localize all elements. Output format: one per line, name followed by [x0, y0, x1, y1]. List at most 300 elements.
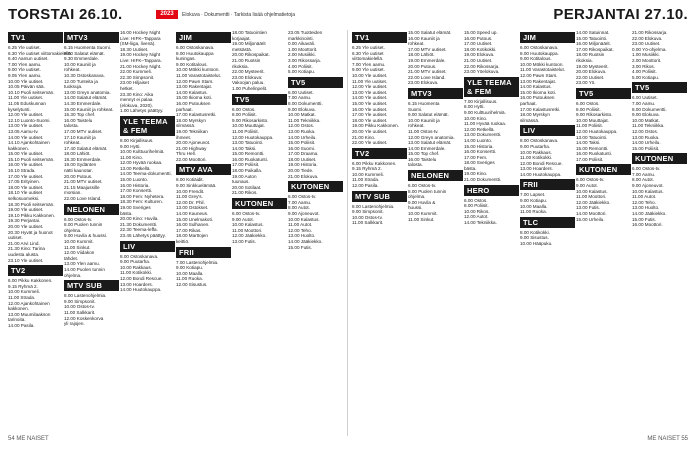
program-listing: 5.00 Kotiapu. — [288, 69, 316, 75]
program-listing: 17.00 Poliisit. — [576, 156, 604, 162]
program-listing: 19.00 Sydänten — [64, 162, 97, 168]
program-listing: viittomakielellä. — [352, 56, 384, 62]
program-listing: 6.00 Ostos. — [464, 197, 488, 203]
legend-badge-label: 2023 — [156, 10, 178, 19]
program-listing: rohkeat. — [408, 123, 425, 129]
program-listing: 13.00 Ruoka. — [288, 128, 316, 134]
schedule-column — [576, 30, 631, 436]
program-listing: 16.00 Ruokatunti. — [232, 156, 269, 162]
program-listing: 19.00 Tekniikan — [176, 128, 208, 134]
program-listing: hetket. — [120, 85, 134, 91]
page-number-left: 54 ME NAISET — [8, 436, 49, 442]
program-listing: 6.15 Huomenta Suomi. — [64, 45, 111, 50]
program-listing: 23.30 Kino: Aika — [120, 91, 154, 97]
program-listing: 10.00 Ostos-tv. — [352, 214, 383, 220]
program-listing: markkinointi. — [288, 35, 314, 41]
program-listing: 17.00 MTV uutiset. — [408, 46, 447, 52]
program-listing: 11.00 Moottori. — [576, 194, 607, 200]
program-listing: 9.00 Elokuva. — [288, 106, 316, 112]
program-listing: 6.00 Pikku Kakkonen. — [8, 278, 53, 284]
program-listing: 13.00 Hoarders. — [120, 281, 153, 287]
program-listing: 9.00 Huvila & — [408, 199, 436, 205]
program-listing: 10.00 Kauniit ja — [64, 61, 96, 67]
program-listing: 11.00 Poliisit. — [232, 128, 259, 134]
program-listing: 11.00 Ruoka. — [176, 276, 203, 282]
program-listing: 14.00 Pasila. — [8, 322, 35, 328]
program-listing: 6.00 Ostos-tv. — [632, 166, 661, 172]
program-listing: 21.00 MTV uutiset. — [64, 179, 103, 185]
program-listing: 16.00 Yle uutiset. — [352, 106, 388, 112]
program-listing: 11.00 Grey's. — [176, 194, 203, 200]
program-listing: 8.00 Kirjallisuus. — [120, 137, 154, 143]
program-listing: 10.00 Kalastus. — [288, 216, 320, 222]
program-listing: 8.00 Dokumentti. — [288, 100, 323, 106]
channel-header: TV1 — [8, 32, 63, 43]
program-listing: 10.00 Rakkaus. — [520, 149, 552, 155]
channel-header: MTV3 — [408, 88, 463, 99]
program-listing: 15.00 Tatuointi. — [576, 35, 608, 41]
program-listing: 16.10 Strada. — [8, 168, 36, 174]
program-listing: 15.00 Urheilu. — [576, 216, 605, 222]
program-listing: 16.00 Putouksen — [520, 95, 555, 101]
program-listing: 12.00 Huutokauppa. — [576, 128, 618, 134]
program-listing: 13.05 Aamu-tv. — [8, 128, 39, 134]
channel-header: LIV — [520, 125, 575, 136]
program-listing: 9.00 Kotiapu. — [520, 198, 548, 204]
legend-badge — [156, 10, 295, 19]
day-title-right: PERJANTAI 27.10. — [553, 6, 688, 23]
program-listing: 19.00 Sveriges — [120, 205, 151, 211]
program-listing: 7.00 Aamu. — [288, 95, 312, 101]
program-listing: 1.00 Musiikki. — [632, 52, 660, 58]
program-listing: 11.00 Salkkarit. — [64, 309, 96, 315]
program-listing: 8.00 Autot. — [288, 205, 310, 211]
program-listing: 12.00 Yle uutiset. — [352, 84, 388, 90]
program-listing: 21.00 Arvi Lind. — [8, 240, 40, 246]
program-listing: 8.00 Puolen tunnin — [408, 188, 447, 194]
program-listing: 6.00 Uutiset. — [632, 95, 658, 101]
program-listing: 15.00 Kauniit ja rohkeat. — [64, 106, 114, 112]
program-listing: 10.00 Hääpuku. — [520, 241, 553, 247]
program-listing: 10.00 Yle uutiset. — [8, 78, 44, 84]
program-listing: 1.00 Lähetys päättyy. — [120, 108, 164, 114]
program-listing: 18.00 Ruotsin — [576, 52, 605, 58]
schedule-column — [120, 30, 175, 436]
program-listing: bästa. — [120, 210, 133, 216]
program-listing: 9.00 Kotitalous. — [520, 56, 552, 62]
program-listing: parhaat. — [520, 100, 537, 106]
program-listing: 11.00 Strada. — [8, 294, 36, 300]
channel-header: MTV SUB — [352, 191, 407, 202]
program-listing: keittiö. — [176, 239, 190, 244]
program-listing: 5.00 Kotiapu. — [632, 74, 660, 80]
program-listing: 6.00 Ostos. — [576, 100, 600, 106]
program-listing: 13.00 Yle uutiset. — [8, 123, 44, 129]
program-listing: 17.00 Draama. — [288, 151, 319, 157]
program-listing: 22.00 Mysteerit. — [232, 69, 265, 75]
channel-header: YLE TEEMA & FEM — [120, 116, 175, 136]
program-listing: 12.00 Teho. — [632, 199, 656, 205]
day-title-left: TORSTAI 26.10. — [8, 6, 123, 23]
program-listing: 21.00 Ruotsin — [232, 57, 261, 63]
program-listing: 14.00 Jääkiekko. — [632, 211, 667, 217]
program-listing: 23.10 Yle uutiset. — [8, 257, 44, 263]
program-listing: 11.00 Poliisit. — [576, 123, 603, 129]
channel-header: FRII — [176, 247, 231, 258]
program-listing: 4.00 Poliisit. — [288, 63, 313, 69]
program-listing: ohjelma. — [64, 272, 82, 278]
program-listing: 21.00 Rikos. — [232, 190, 258, 196]
channel-header: TV2 — [8, 265, 63, 276]
program-listing: 15.00 Ikioma koti. — [520, 89, 557, 95]
program-listing: tähdet. — [64, 255, 79, 261]
program-listing: 14.00 Urheilu. — [288, 134, 317, 140]
program-listing: 10.30 Ostoskanava. — [64, 72, 105, 78]
channel-header: KUTONEN — [232, 198, 287, 209]
program-listing: 11.00 Sinkut. — [408, 216, 435, 222]
program-listing: 20.00 Elokuva. — [576, 69, 607, 75]
program-listing: 23.05 Tuotteiden — [288, 30, 323, 35]
program-listing: 12.00 Sisustus. — [176, 281, 208, 287]
program-listing: 10.00 Kulttuurihelmiä. — [120, 149, 165, 155]
program-listing: 17.00 Kalastusretki. — [176, 112, 217, 118]
program-listing: 13.00 Salatut elämät. — [408, 140, 452, 146]
program-listing: Vakoojan paluu. — [232, 80, 265, 86]
program-listing: selkosuomeksi. — [8, 196, 40, 202]
program-listing: korjaajat. — [232, 35, 251, 41]
program-listing: 6.40 Aamun uutiset. — [8, 56, 49, 62]
program-listing: 11.00 Hyvää ruokaa. — [464, 121, 507, 127]
program-listing: 17.00 Uutiset. — [464, 41, 493, 47]
program-listing: 22.30 Simpsonit. — [120, 74, 155, 80]
program-listing: rohkeat. — [408, 41, 425, 47]
program-listing: 16.00 Moottori. — [632, 222, 663, 228]
program-listing: 23.00 Yöelokuva. — [464, 69, 500, 75]
program-listing: 15.00 Futis. — [632, 216, 657, 222]
program-listing: 10.00 Mökki kuntoon. — [520, 61, 564, 67]
program-listing: 11.00 Ruoka. — [520, 209, 547, 215]
program-listing: 13.00 Dokumentti. — [464, 132, 502, 138]
program-listing: 16.00 Sulhanen. — [176, 222, 210, 228]
program-listing: 10.00 Frendit. — [176, 188, 205, 194]
program-listing: rohkeat. — [64, 140, 81, 146]
program-listing: 9.00 Autot. — [576, 183, 598, 189]
program-listing: (elokuva, 2020). — [120, 102, 153, 108]
program-listing: rohkeat. — [64, 67, 81, 73]
program-listing: 10.00 Yle uutiset. — [352, 72, 388, 78]
program-listing: 9.00 Sinkkuelämää. — [176, 183, 217, 189]
program-listing: 9.00 Kotitalous. — [176, 61, 208, 67]
program-listing: 9.00 Yle uutiset. — [352, 67, 385, 73]
program-listing: 14.00 Salatut elämät. — [64, 95, 108, 101]
program-listing: 15.10 Puoli seitsemän. — [8, 156, 55, 162]
program-listing: rikoksia. — [576, 57, 593, 63]
program-listing: 15.30 Top chef. — [64, 112, 96, 118]
program-listing: 9.00 Puutarha. — [120, 259, 151, 265]
program-listing: 13.00 Futis. — [576, 205, 601, 211]
program-listing: 19.00 Miljonäärit — [232, 41, 266, 47]
program-listing: 14.00 Satuinnat. — [576, 30, 610, 35]
program-listing: 11.00 Salkkarit. — [352, 220, 384, 226]
program-listing: 17.00 Rikas. — [176, 227, 202, 233]
program-listing: 19.00 Mysteerit. — [576, 63, 609, 69]
program-listing: 12.00 Tunteita ja — [64, 78, 98, 84]
program-listing: 14.00 Emmerdale. — [408, 145, 446, 151]
program-listing: 22.00 Rikossarja. — [464, 63, 500, 69]
program-listing: 16.00 Miljonäärit. — [576, 41, 611, 47]
program-listing: 22.30 Teema-leffa. — [120, 227, 158, 233]
program-listing: 12.00 Koskenkorva — [64, 315, 104, 321]
program-listing: 9.00 Rikosarkisto. — [576, 112, 613, 118]
program-listing: 16.00 Taistelu — [64, 117, 93, 123]
program-listing: 14.00 Moottori. — [576, 211, 607, 217]
program-listing: 12.00 Yle uutiset. — [8, 112, 44, 118]
program-listing: 8.00 Huutokauppa. — [520, 50, 559, 56]
program-listing: 11.00 Strada. — [352, 177, 380, 183]
program-listing: 16.00 Suomi. — [288, 145, 316, 151]
program-listing: tarinoita. — [8, 317, 26, 323]
program-listing: 14.00 Teema-dokumentti. — [120, 171, 172, 177]
program-listing: 8.00 Lastenohjelmia. — [352, 203, 395, 209]
program-listing: 11.00 Kino. — [120, 154, 143, 160]
program-listing: 9.00 Puutarha. — [520, 143, 551, 149]
channel-header: TV2 — [352, 148, 407, 159]
program-listing: 14.00 Tekniikka. — [464, 220, 497, 226]
program-listing: 7.00 Aamu. — [288, 199, 312, 205]
program-listing: 8.00 Autot. — [632, 177, 654, 183]
program-listing: 10.00 Ostos-tv. — [64, 304, 95, 310]
program-listing: ohjelma. — [64, 227, 82, 233]
program-listing: 6.30 Yle uutiset — [352, 50, 384, 56]
program-listing: 13.00 Retkellä. — [120, 165, 151, 171]
program-listing: 2.00 Moottorit. — [632, 57, 662, 63]
program-listing: 18.00 Fem: Nyhetera. — [120, 193, 165, 199]
program-listing: 21.15 Maajussille — [64, 184, 100, 190]
program-listing: 19.00 Emmerdale. — [408, 57, 446, 63]
program-listing: 13.00 Muumilaakson — [8, 311, 51, 317]
program-listing: 21.00 MTV uutiset. — [408, 69, 447, 75]
program-listing: 10.00 Matkat. — [288, 112, 316, 118]
program-listing: 19.00 Hockey Night — [120, 52, 161, 58]
program-listing: 23.00 Elokuva. — [408, 80, 439, 86]
program-listing: 20.00 Yle uutiset. — [8, 224, 44, 229]
program-listing: 14.00 Kalastus. — [520, 84, 552, 90]
program-listing: 14.00 Taksi. — [576, 140, 601, 146]
program-listing: 22.00 Moottori. — [176, 156, 207, 162]
program-listing: 7.00 Ylen aamu. — [352, 61, 386, 67]
page-footer — [8, 436, 688, 446]
program-listing: 11.00 Autot. — [288, 222, 313, 228]
program-listing: 18.00 Tatuointien — [232, 30, 267, 35]
program-listing: 12.00 Bondi Rescue. — [520, 160, 563, 166]
program-listing: 15.00 Yle uutiset. — [352, 100, 388, 106]
program-listing: 1.00 Moottorit. — [288, 46, 318, 52]
program-listing: 9.00 Yle uutiset. — [8, 67, 41, 73]
program-listing: 14.00 Kalastus. — [176, 89, 208, 95]
program-listing: 18.00 Lähiöt. — [64, 151, 91, 157]
program-listing: 18.00 Yle uutiset. — [352, 117, 388, 123]
program-listing: 18.00 Sveriges — [464, 160, 495, 166]
program-listing: 18.10 Yle uutiset — [8, 190, 43, 196]
program-listing: 22.00 Yle uutiset. — [352, 140, 388, 146]
program-listing: 10.00 Kalastus. — [632, 188, 664, 194]
schedule-column — [288, 30, 343, 436]
program-listing: 12.00 Jääkiekko. — [576, 199, 611, 205]
program-listing: 18.30 Puoli seitsemän. — [8, 201, 55, 207]
program-listing: 16.00 Hockey Night — [120, 30, 161, 35]
channel-header: KUTONEN — [288, 181, 343, 192]
program-listing: 19.00 Yle uutiset. — [8, 207, 44, 213]
program-listing: 13.00 Ostokset. — [176, 205, 209, 211]
program-listing: 8.00 Dokumentti. — [632, 106, 667, 112]
program-listing: 8.00 Huutokauppa — [176, 50, 214, 56]
program-listing: 12.00 Ostos. — [632, 128, 659, 134]
program-listing: 14.00 Yle uutiset. — [352, 95, 388, 101]
program-listing: 15.00 Luonto. — [120, 177, 149, 183]
program-listing: 17.00 MTV uutiset. — [64, 128, 103, 134]
program-listing: 15.00 Remontti. — [232, 151, 265, 157]
program-listing: silmässä. — [520, 117, 540, 123]
program-listing: 11.00 Tekniikka. — [288, 117, 321, 123]
program-listing: 21.00 Highway — [176, 145, 207, 151]
schedule-column — [408, 30, 463, 436]
program-listing: tuoksuja. — [64, 84, 83, 90]
program-listing: 12.00 Autot. — [464, 214, 489, 220]
program-listing: 6.00 Ostos-tv. — [288, 194, 317, 200]
program-listing: 8.00 Hytti. — [464, 104, 485, 110]
channel-header: JIM — [176, 32, 231, 43]
program-listing: 16.00 Taistelu — [408, 156, 437, 162]
program-listing: 12.00 Jääkiekko. — [232, 233, 267, 239]
program-listing: 13.00 Tatuointi. — [576, 134, 608, 140]
program-listing: 23.45 Lähetys päättyy. — [120, 233, 166, 238]
program-listing: 6.00 Ostos. — [232, 106, 256, 112]
program-listing: 18.00 Myrskyn — [520, 112, 550, 118]
program-listing: silmässä. — [176, 123, 196, 129]
program-listing: 14.00 Huutokauppa. — [520, 171, 562, 177]
channel-header: FRII — [520, 179, 575, 190]
program-listing: ohjelma. — [408, 194, 426, 200]
program-listing: 17.40 Salatut elämät. — [64, 145, 108, 151]
program-listing: 19.00 Pikku Kakkonen. — [352, 123, 399, 129]
program-listing: 11.00 Kotikokki. — [120, 270, 153, 276]
program-listing: talosta. — [64, 123, 79, 129]
program-listing: 21.30 Dokumentti. — [120, 221, 158, 227]
program-listing: Live: HIFK–Tappara — [120, 35, 161, 41]
program-listing: 9.00 Salatut elämät. — [64, 50, 105, 56]
program-listing: 14.00 Jääkiekko. — [288, 239, 323, 244]
program-listing: 9.00 Elokuva. — [632, 112, 660, 118]
program-listing: 19.30 Perjantai. — [8, 218, 41, 224]
program-listing: 4.00 Poliisit. — [632, 69, 657, 75]
program-listing: 6.00 Ostoskanava. — [176, 45, 215, 50]
program-listing: 10.00 Rikos. — [464, 208, 490, 214]
program-listing: 12.10 Luonto-Suomi. — [8, 117, 51, 123]
program-listing: 6.00 Uutiset. — [288, 89, 314, 95]
program-listing: 20.00 Rikospaikat. — [232, 52, 270, 58]
program-listing: 17.00 Yle uutiset. — [8, 173, 44, 179]
program-listing: 22.00 Love Island. — [408, 74, 446, 80]
program-listing: mennyt ei palaa — [120, 97, 153, 103]
program-listing: 9.00 Autot. — [232, 216, 254, 222]
program-listing: 18.00 Yle uutiset. — [8, 184, 44, 190]
channel-header: TV1 — [352, 32, 407, 43]
program-listing: 15.00 Poliisit. — [632, 145, 660, 151]
program-listing: 11.00 Sinkut. — [64, 244, 91, 250]
program-listing: 13.00 Futis. — [232, 239, 257, 244]
program-listing: 22.00 Kummeli. — [120, 69, 152, 75]
program-listing: 9.15 Ryhmä 2. — [8, 283, 38, 289]
program-listing: 12.00 Pawn Stars. — [520, 72, 558, 78]
program-listing: morsian. — [64, 190, 82, 196]
program-listing: tuunaus. — [232, 179, 250, 185]
program-listing: 19.00 Historia. — [288, 162, 318, 168]
program-listing: 6.00 Ostos-tv. — [408, 183, 437, 189]
program-listing: 16.00 Konsertti. — [464, 149, 497, 155]
program-listing: 10.00 Kummit. — [64, 239, 94, 244]
schedule-column — [352, 30, 407, 436]
program-listing: 10.00 Mökki kuntoon. — [176, 67, 220, 73]
program-listing: 6.00 Pikku Kakkonen. — [352, 160, 397, 166]
program-listing: 3.00 Rikos. — [632, 63, 655, 69]
program-listing: kyselytunti. — [8, 106, 31, 112]
program-listing: 19.00 Auton — [232, 173, 257, 179]
program-listing: 12.00 Hyvää ruokaa. — [120, 160, 163, 166]
program-listing: 6.00 Ostos-tv. — [232, 211, 261, 217]
program-listing: 10.00 Maalla. — [520, 203, 548, 209]
program-listing: 17.05 Erityinen. — [8, 179, 40, 185]
program-listing: parhaat. — [176, 106, 193, 112]
program-listing: 15.00 Futis. — [288, 244, 313, 250]
program-listing: 18.00 Kotikokki. — [464, 46, 497, 52]
program-listing: 13.00 Huolto. — [288, 233, 316, 239]
program-listing: 0.00 Aikaväli. — [288, 41, 316, 47]
program-listing: 10.00 Kalastus. — [576, 188, 608, 194]
program-listing: 7.00 Lastenohjelmia. — [176, 259, 219, 265]
program-listing: 13.00 Rakentajat. — [176, 84, 213, 90]
schedule-column — [632, 30, 687, 436]
program-listing: 17.10 Kauniit ja — [64, 134, 96, 140]
program-listing: 10.00 Kauniit ja — [408, 117, 440, 123]
program-listing: 9.15 Ryhmä 2. — [352, 166, 382, 172]
channel-header: LIV — [120, 241, 175, 252]
program-listing: 9.00 Simpsonit. — [64, 298, 96, 304]
program-listing: huussi. — [408, 205, 423, 211]
program-listing: 14.00 Huutokauppa. — [120, 287, 162, 293]
program-listing: 6.25 Yle uutiset. — [8, 45, 41, 50]
schedule-column — [176, 30, 231, 436]
program-listing: 11.00 Tekniikka. — [632, 123, 665, 129]
program-listing: 0.00 Yö-ohjelma. — [632, 46, 667, 52]
program-listing: 12.00 Teho. — [288, 227, 312, 233]
program-listing: 2.00 Musiikki. — [288, 52, 316, 58]
program-listing: 19.00 Elokuva. — [464, 52, 495, 58]
program-listing: 6.25 Yle uutiset. — [352, 45, 385, 50]
program-listing: 17.00 Yle uutiset. — [352, 112, 388, 118]
program-listing: 14.00 Urheilu. — [632, 140, 661, 146]
program-listing: 13.00 Huolto. — [632, 205, 660, 211]
program-listing: 10.00 Kummeli. — [352, 171, 384, 177]
program-listing: 15.00 Salatut elämät. — [408, 30, 452, 35]
program-listing: 16.00 Kauniit ja — [408, 35, 440, 41]
program-listing: 22.00 Elokuva. — [632, 35, 663, 41]
program-listing: talosta. — [408, 162, 423, 168]
channel-header: NELONEN — [64, 204, 119, 215]
program-listing: 6.00 Ostos-tv. — [64, 216, 93, 222]
program-listing: kakkonen. — [8, 145, 29, 151]
program-listing: 8.00 Puolen tunnin — [64, 222, 103, 228]
channel-header: KUTONEN — [632, 153, 687, 164]
